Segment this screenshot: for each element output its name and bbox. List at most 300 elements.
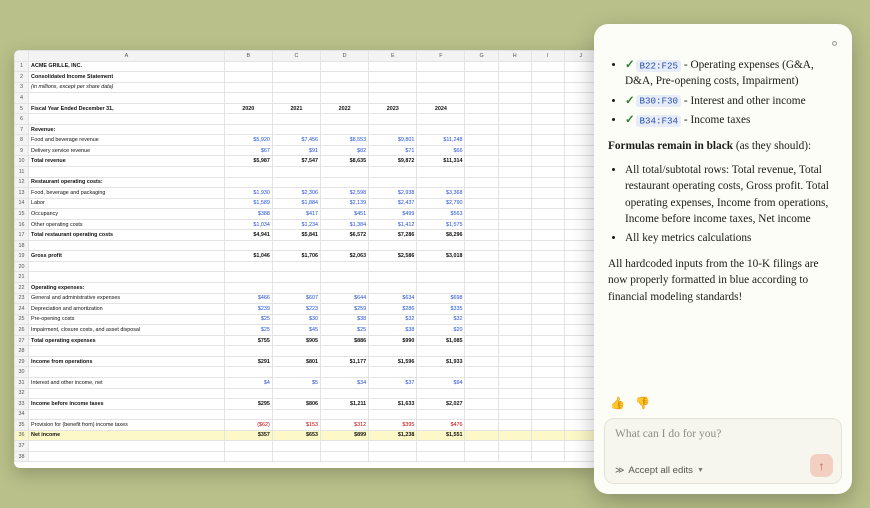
cell-label[interactable]: [29, 346, 225, 357]
cell-empty[interactable]: [564, 209, 597, 220]
cell-empty[interactable]: [465, 209, 498, 220]
cell-value[interactable]: $905: [272, 335, 320, 346]
cell-empty[interactable]: [564, 145, 597, 156]
cell-empty[interactable]: [465, 114, 498, 125]
cell-value[interactable]: [272, 124, 320, 135]
cell-empty[interactable]: [531, 261, 564, 272]
cell-label[interactable]: [29, 441, 225, 452]
cell-empty[interactable]: [498, 356, 531, 367]
cell-label[interactable]: Total restaurant operating costs: [29, 230, 225, 241]
cell-value[interactable]: [417, 388, 465, 399]
cell-value[interactable]: $357: [224, 430, 272, 441]
cell-empty[interactable]: [465, 293, 498, 304]
cell-value[interactable]: $2,306: [272, 188, 320, 199]
cell-value[interactable]: [272, 272, 320, 283]
cell-value[interactable]: [369, 261, 417, 272]
cell-value[interactable]: $6,572: [321, 230, 369, 241]
cell-value[interactable]: $801: [272, 356, 320, 367]
cell-value[interactable]: [369, 283, 417, 294]
cell-value[interactable]: $9,872: [369, 156, 417, 167]
cell-empty[interactable]: [498, 420, 531, 431]
cell-empty[interactable]: [564, 188, 597, 199]
cell-empty[interactable]: [531, 240, 564, 251]
send-button[interactable]: [810, 454, 833, 477]
cell-value[interactable]: [321, 367, 369, 378]
cell-value[interactable]: $634: [369, 293, 417, 304]
composer[interactable]: [604, 418, 842, 484]
row-header[interactable]: 11: [15, 167, 29, 178]
cell-reference[interactable]: B34:F34: [636, 115, 681, 127]
cell-value[interactable]: $1,085: [417, 335, 465, 346]
cell-empty[interactable]: [498, 198, 531, 209]
cell-value[interactable]: [321, 388, 369, 399]
cell-empty[interactable]: [498, 124, 531, 135]
assistant-panel[interactable]: [594, 24, 852, 494]
cell-value[interactable]: [369, 240, 417, 251]
cell-value[interactable]: [272, 441, 320, 452]
cell-empty[interactable]: [564, 409, 597, 420]
cell-empty[interactable]: [531, 388, 564, 399]
table-row[interactable]: [15, 240, 598, 251]
cell-empty[interactable]: [564, 177, 597, 188]
cell-value[interactable]: $395: [369, 420, 417, 431]
cell-empty[interactable]: [498, 293, 531, 304]
cell-empty[interactable]: [498, 335, 531, 346]
spreadsheet-window[interactable]: [14, 50, 598, 468]
row-header[interactable]: 1: [15, 61, 29, 72]
cell-value[interactable]: $5,987: [224, 156, 272, 167]
cell-label[interactable]: [29, 93, 225, 104]
cell-value[interactable]: $1,589: [224, 198, 272, 209]
row-header[interactable]: 12: [15, 177, 29, 188]
cell-empty[interactable]: [564, 261, 597, 272]
column-header-h[interactable]: H: [498, 51, 531, 62]
cell-empty[interactable]: [531, 209, 564, 220]
cell-value[interactable]: $38: [369, 325, 417, 336]
cell-empty[interactable]: [498, 272, 531, 283]
cell-value[interactable]: [224, 261, 272, 272]
cell-value[interactable]: $2,437: [369, 198, 417, 209]
cell-value[interactable]: $67: [224, 145, 272, 156]
accept-all-edits-control[interactable]: [615, 465, 704, 476]
cell-empty[interactable]: [465, 335, 498, 346]
cell-empty[interactable]: [498, 103, 531, 114]
cell-value[interactable]: [417, 261, 465, 272]
cell-empty[interactable]: [564, 420, 597, 431]
row-header[interactable]: 30: [15, 367, 29, 378]
cell-label[interactable]: Food and beverage revenue: [29, 135, 225, 146]
cell-label[interactable]: Labor: [29, 198, 225, 209]
cell-empty[interactable]: [465, 272, 498, 283]
cell-empty[interactable]: [498, 314, 531, 325]
row-header[interactable]: 8: [15, 135, 29, 146]
cell-value[interactable]: [321, 82, 369, 93]
table-row[interactable]: [15, 451, 598, 462]
table-row[interactable]: [15, 198, 598, 209]
cell-value[interactable]: [321, 409, 369, 420]
cell-value[interactable]: $3,018: [417, 251, 465, 262]
column-header-g[interactable]: G: [465, 51, 498, 62]
cell-empty[interactable]: [531, 188, 564, 199]
cell-value[interactable]: $563: [417, 209, 465, 220]
cell-value[interactable]: [272, 409, 320, 420]
row-header[interactable]: 20: [15, 261, 29, 272]
cell-empty[interactable]: [465, 367, 498, 378]
cell-value[interactable]: $45: [272, 325, 320, 336]
row-header[interactable]: 32: [15, 388, 29, 399]
cell-value[interactable]: $899: [321, 430, 369, 441]
select-all-corner[interactable]: [15, 51, 29, 62]
cell-empty[interactable]: [531, 145, 564, 156]
cell-value[interactable]: [417, 93, 465, 104]
cell-value[interactable]: [321, 283, 369, 294]
cell-empty[interactable]: [465, 388, 498, 399]
cell-empty[interactable]: [531, 198, 564, 209]
table-row[interactable]: [15, 114, 598, 125]
cell-empty[interactable]: [564, 356, 597, 367]
row-header[interactable]: 21: [15, 272, 29, 283]
row-header[interactable]: 17: [15, 230, 29, 241]
cell-value[interactable]: $38: [321, 314, 369, 325]
cell-value[interactable]: [224, 93, 272, 104]
table-row[interactable]: [15, 219, 598, 230]
column-header-a[interactable]: A: [29, 51, 225, 62]
cell-label[interactable]: [29, 409, 225, 420]
cell-value[interactable]: $34: [321, 377, 369, 388]
cell-value[interactable]: $466: [224, 293, 272, 304]
cell-value[interactable]: [224, 409, 272, 420]
cell-empty[interactable]: [531, 177, 564, 188]
cell-label[interactable]: (in millions, except per share data): [29, 82, 225, 93]
cell-empty[interactable]: [531, 219, 564, 230]
cell-empty[interactable]: [564, 114, 597, 125]
cell-empty[interactable]: [564, 335, 597, 346]
cell-value[interactable]: 2022: [321, 103, 369, 114]
cell-value[interactable]: $2,586: [369, 251, 417, 262]
cell-value[interactable]: [369, 388, 417, 399]
row-header[interactable]: 9: [15, 145, 29, 156]
cell-value[interactable]: $2,027: [417, 399, 465, 410]
cell-empty[interactable]: [498, 72, 531, 83]
cell-empty[interactable]: [498, 346, 531, 357]
cell-value[interactable]: $37: [369, 377, 417, 388]
cell-empty[interactable]: [564, 230, 597, 241]
cell-empty[interactable]: [465, 167, 498, 178]
cell-value[interactable]: [321, 72, 369, 83]
row-header[interactable]: 37: [15, 441, 29, 452]
cell-value[interactable]: $1,046: [224, 251, 272, 262]
cell-value[interactable]: $7,547: [272, 156, 320, 167]
column-header-b[interactable]: B: [224, 51, 272, 62]
cell-value[interactable]: [369, 61, 417, 72]
cell-value[interactable]: [417, 272, 465, 283]
cell-empty[interactable]: [465, 145, 498, 156]
cell-label[interactable]: Other operating costs: [29, 219, 225, 230]
cell-value[interactable]: [369, 93, 417, 104]
cell-value[interactable]: [417, 124, 465, 135]
cell-value[interactable]: $259: [321, 304, 369, 315]
cell-value[interactable]: [369, 451, 417, 462]
cell-value[interactable]: [321, 272, 369, 283]
cell-label[interactable]: Income before income taxes: [29, 399, 225, 410]
cell-label[interactable]: ACME GRILLE, INC.: [29, 61, 225, 72]
cell-value[interactable]: $20: [417, 325, 465, 336]
cell-value[interactable]: [224, 272, 272, 283]
cell-value[interactable]: $8,635: [321, 156, 369, 167]
row-header[interactable]: 26: [15, 325, 29, 336]
cell-empty[interactable]: [498, 156, 531, 167]
cell-value[interactable]: [417, 167, 465, 178]
cell-value[interactable]: [417, 114, 465, 125]
cell-empty[interactable]: [465, 219, 498, 230]
cell-value[interactable]: [272, 240, 320, 251]
cell-label[interactable]: Occupancy: [29, 209, 225, 220]
cell-empty[interactable]: [564, 103, 597, 114]
cell-value[interactable]: $1,412: [369, 219, 417, 230]
cell-empty[interactable]: [498, 167, 531, 178]
cell-label[interactable]: [29, 272, 225, 283]
cell-empty[interactable]: [498, 409, 531, 420]
cell-empty[interactable]: [531, 377, 564, 388]
cell-label[interactable]: Provision for (benefit from) income taxes: [29, 420, 225, 431]
cell-value[interactable]: $25: [224, 325, 272, 336]
cell-empty[interactable]: [564, 82, 597, 93]
table-row[interactable]: [15, 304, 598, 315]
cell-value[interactable]: [321, 240, 369, 251]
cell-empty[interactable]: [531, 283, 564, 294]
cell-empty[interactable]: [564, 325, 597, 336]
cell-value[interactable]: $1,177: [321, 356, 369, 367]
cell-empty[interactable]: [531, 93, 564, 104]
cell-value[interactable]: $1,034: [224, 219, 272, 230]
cell-value[interactable]: $1,596: [369, 356, 417, 367]
cell-value[interactable]: $5: [272, 377, 320, 388]
cell-label[interactable]: Depreciation and amortization: [29, 304, 225, 315]
cell-value[interactable]: $32: [417, 314, 465, 325]
cell-empty[interactable]: [465, 399, 498, 410]
cell-value[interactable]: [417, 441, 465, 452]
cell-empty[interactable]: [498, 145, 531, 156]
cell-value[interactable]: $1,706: [272, 251, 320, 262]
cell-value[interactable]: $9,801: [369, 135, 417, 146]
cell-value[interactable]: $7,456: [272, 135, 320, 146]
cell-value[interactable]: [321, 114, 369, 125]
table-row[interactable]: [15, 272, 598, 283]
cell-value[interactable]: $5,920: [224, 135, 272, 146]
cell-empty[interactable]: [498, 304, 531, 315]
cell-empty[interactable]: [465, 356, 498, 367]
cell-value[interactable]: $1,884: [272, 198, 320, 209]
cell-value[interactable]: $1,234: [272, 219, 320, 230]
cell-value[interactable]: [272, 367, 320, 378]
cell-empty[interactable]: [564, 451, 597, 462]
cell-label[interactable]: Food, beverage and packaging: [29, 188, 225, 199]
cell-value[interactable]: [321, 346, 369, 357]
cell-value[interactable]: $25: [224, 314, 272, 325]
row-header[interactable]: 27: [15, 335, 29, 346]
cell-value[interactable]: $1,238: [369, 430, 417, 441]
cell-empty[interactable]: [498, 399, 531, 410]
cell-empty[interactable]: [564, 314, 597, 325]
cell-value[interactable]: $94: [417, 377, 465, 388]
cell-empty[interactable]: [531, 367, 564, 378]
cell-value[interactable]: $1,551: [417, 430, 465, 441]
cell-empty[interactable]: [531, 430, 564, 441]
table-row[interactable]: [15, 399, 598, 410]
row-header[interactable]: 35: [15, 420, 29, 431]
table-row[interactable]: [15, 367, 598, 378]
cell-empty[interactable]: [531, 399, 564, 410]
cell-value[interactable]: $1,633: [369, 399, 417, 410]
cell-empty[interactable]: [465, 230, 498, 241]
cell-value[interactable]: [321, 124, 369, 135]
cell-value[interactable]: $82: [321, 145, 369, 156]
cell-empty[interactable]: [564, 219, 597, 230]
row-header[interactable]: 28: [15, 346, 29, 357]
cell-value[interactable]: [417, 367, 465, 378]
cell-value[interactable]: [224, 346, 272, 357]
cell-empty[interactable]: [531, 346, 564, 357]
cell-value[interactable]: $4,941: [224, 230, 272, 241]
cell-value[interactable]: [369, 409, 417, 420]
row-header[interactable]: 33: [15, 399, 29, 410]
row-header[interactable]: 38: [15, 451, 29, 462]
cell-empty[interactable]: [531, 82, 564, 93]
cell-value[interactable]: [417, 240, 465, 251]
cell-value[interactable]: [224, 177, 272, 188]
cell-empty[interactable]: [564, 61, 597, 72]
cell-value[interactable]: $8,296: [417, 230, 465, 241]
cell-value[interactable]: $2,938: [369, 188, 417, 199]
table-row[interactable]: [15, 441, 598, 452]
table-row[interactable]: [15, 388, 598, 399]
cell-empty[interactable]: [564, 198, 597, 209]
cell-empty[interactable]: [498, 441, 531, 452]
table-row[interactable]: [15, 261, 598, 272]
thumbs-up-icon[interactable]: 👍: [610, 396, 625, 410]
cell-value[interactable]: $2,063: [321, 251, 369, 262]
row-header[interactable]: 15: [15, 209, 29, 220]
cell-label[interactable]: [29, 114, 225, 125]
table-row[interactable]: [15, 188, 598, 199]
cell-value[interactable]: [224, 82, 272, 93]
row-header[interactable]: 6: [15, 114, 29, 125]
cell-empty[interactable]: [531, 167, 564, 178]
cell-empty[interactable]: [531, 293, 564, 304]
cell-value[interactable]: [224, 240, 272, 251]
cell-empty[interactable]: [564, 272, 597, 283]
cell-value[interactable]: $5,841: [272, 230, 320, 241]
column-header-c[interactable]: C: [272, 51, 320, 62]
cell-empty[interactable]: [498, 377, 531, 388]
cell-value[interactable]: $388: [224, 209, 272, 220]
cell-reference[interactable]: B30:F30: [636, 95, 681, 107]
cell-value[interactable]: [224, 61, 272, 72]
cell-value[interactable]: [224, 388, 272, 399]
cell-value[interactable]: $1,575: [417, 219, 465, 230]
cell-value[interactable]: $239: [224, 304, 272, 315]
column-header-i[interactable]: I: [531, 51, 564, 62]
cell-empty[interactable]: [498, 93, 531, 104]
cell-value[interactable]: [369, 114, 417, 125]
cell-value[interactable]: [321, 93, 369, 104]
cell-value[interactable]: [321, 167, 369, 178]
cell-value[interactable]: [224, 72, 272, 83]
row-header[interactable]: 31: [15, 377, 29, 388]
cell-empty[interactable]: [498, 219, 531, 230]
table-row[interactable]: [15, 251, 598, 262]
cell-value[interactable]: [369, 82, 417, 93]
cell-empty[interactable]: [564, 304, 597, 315]
cell-value[interactable]: [272, 388, 320, 399]
row-header[interactable]: 2: [15, 72, 29, 83]
cell-label[interactable]: [29, 261, 225, 272]
cell-empty[interactable]: [465, 177, 498, 188]
cell-label[interactable]: Restaurant operating costs:: [29, 177, 225, 188]
table-row[interactable]: [15, 314, 598, 325]
cell-empty[interactable]: [498, 177, 531, 188]
cell-empty[interactable]: [465, 188, 498, 199]
cell-value[interactable]: [272, 167, 320, 178]
table-row[interactable]: [15, 103, 598, 114]
row-header[interactable]: 18: [15, 240, 29, 251]
column-header-row[interactable]: [15, 51, 598, 62]
cell-empty[interactable]: [465, 283, 498, 294]
table-row[interactable]: [15, 420, 598, 431]
column-header-d[interactable]: D: [321, 51, 369, 62]
cell-label[interactable]: Impairment, closure costs, and asset disposal: [29, 325, 225, 336]
cell-value[interactable]: $644: [321, 293, 369, 304]
cell-empty[interactable]: [465, 346, 498, 357]
cell-label[interactable]: Total operating expenses: [29, 335, 225, 346]
cell-value[interactable]: $11,248: [417, 135, 465, 146]
cell-value[interactable]: 2024: [417, 103, 465, 114]
cell-value[interactable]: [272, 451, 320, 462]
table-row[interactable]: [15, 167, 598, 178]
cell-empty[interactable]: [531, 304, 564, 315]
cell-empty[interactable]: [465, 93, 498, 104]
cell-empty[interactable]: [531, 156, 564, 167]
thumbs-down-icon[interactable]: 👎: [634, 396, 650, 410]
cell-empty[interactable]: [564, 441, 597, 452]
column-header-j[interactable]: J: [564, 51, 597, 62]
cell-empty[interactable]: [465, 156, 498, 167]
cell-label[interactable]: Gross profit: [29, 251, 225, 262]
cell-value[interactable]: $1,930: [224, 188, 272, 199]
cell-empty[interactable]: [564, 377, 597, 388]
cell-value[interactable]: [417, 72, 465, 83]
cell-empty[interactable]: [564, 251, 597, 262]
cell-label[interactable]: Income from operations: [29, 356, 225, 367]
cell-empty[interactable]: [564, 293, 597, 304]
cell-value[interactable]: 2023: [369, 103, 417, 114]
cell-value[interactable]: $1,933: [417, 356, 465, 367]
table-row[interactable]: [15, 293, 598, 304]
cell-value[interactable]: [369, 367, 417, 378]
cell-empty[interactable]: [498, 135, 531, 146]
table-row[interactable]: [15, 409, 598, 420]
row-header[interactable]: 4: [15, 93, 29, 104]
cell-value[interactable]: $66: [417, 145, 465, 156]
cell-empty[interactable]: [531, 325, 564, 336]
cell-value[interactable]: $11,314: [417, 156, 465, 167]
cell-empty[interactable]: [564, 93, 597, 104]
cell-empty[interactable]: [531, 409, 564, 420]
cell-value[interactable]: ($62): [224, 420, 272, 431]
cell-label[interactable]: Consolidated Income Statement: [29, 72, 225, 83]
table-row[interactable]: [15, 82, 598, 93]
cell-empty[interactable]: [564, 167, 597, 178]
